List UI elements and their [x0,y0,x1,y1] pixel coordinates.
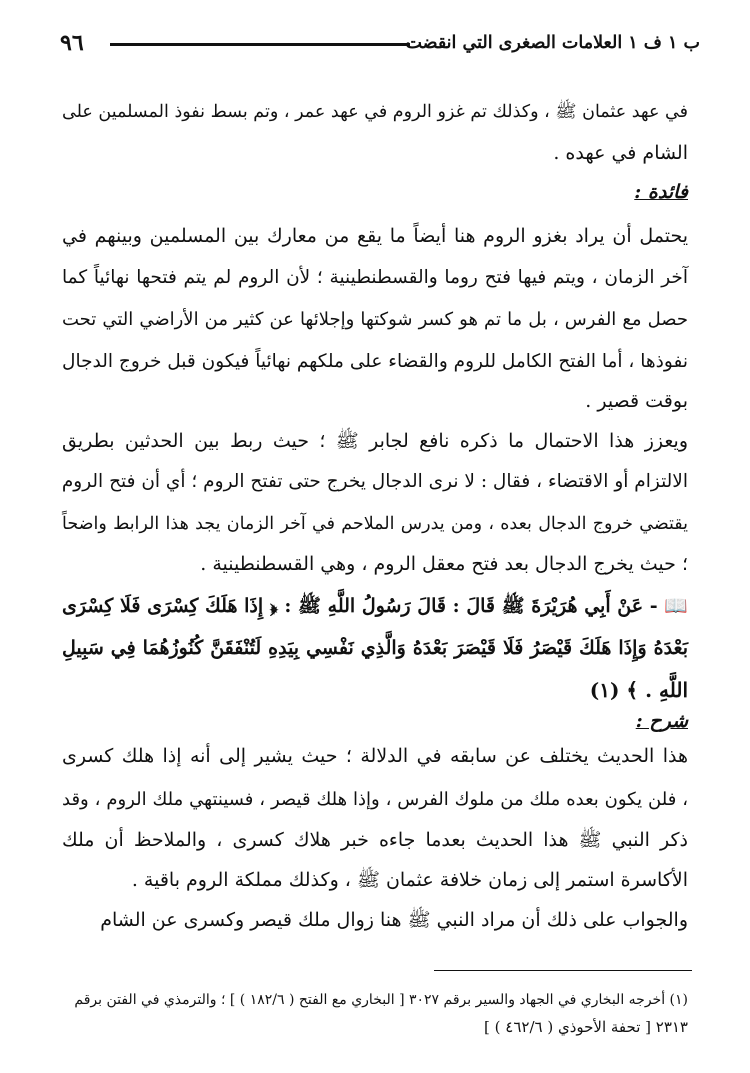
hadith-line: 📖 - عَنْ أَبِي هُرَيْرَةَ ﷺ قَالَ : قَالَ رَسُولُ اللَّهِ ﷺ : ﴿ إِذَا هَلَكَ كِسْرَى فَلَا كِسْرَى [62,595,688,617]
page-number: ٩٦ [60,30,84,56]
body-line: هذا الحديث يختلف عن سابقه في الدلالة ؛ حيث يشير إلى أنه إذا هلك كسرى [62,745,688,767]
body-line: والجواب على ذلك أن مراد النبي ﷺ هنا زوال ملك قيصر وكسرى عن الشام [100,909,688,931]
footnote-line: (١) أخرجه البخاري في الجهاد والسير برقم ٣٠٢٧ [ البخاري مع الفتح ( ١٨٢/٦ ) ] ؛ والترمذي في الفتن برقم [74,992,688,1008]
body-line: الشام في عهده . [553,142,688,164]
body-line: يحتمل أن يراد بغزو الروم هنا أيضاً ما يقع من معارك بين المسلمين وبينهم في [62,225,688,247]
body-line: ذكر النبي ﷺ هذا الحديث بعدما جاءه خبر هلاك كسرى ، والملاحظ أن ملك [62,829,688,851]
body-line: ؛ حيث يخرج الدجال بعد فتح معقل الروم ، وهي القسطنطينية . [200,553,688,575]
body-line: الأكاسرة استمر إلى زمان خلافة عثمان ﷺ ، وكذلك مملكة الروم باقية . [131,869,688,891]
body-line: آخر الزمان ، ويتم فيها فتح روما والقسطنطينية ؛ لأن الروم لم يتم فتحها نهائياً كما [62,267,688,288]
body-line: في عهد عثمان ﷺ ، وكذلك تم غزو الروم في عهد عمر ، وتم بسط نفوذ المسلمين على [62,102,688,122]
body-line: الالتزام أو الاقتضاء ، فقال : لا نرى الدجال يخرج حتى تفتح الروم ؛ أي أن فتح الروم [61,471,688,492]
section-heading-sharh: شرح : [635,710,688,732]
hadith-line: بَعْدَهُ وَإِذَا هَلَكَ قَيْصَرُ فَلَا قَيْصَرَ بَعْدَهُ وَالَّذِي نَفْسِي بِيَدِهِ لَتُنْفَقَنَّ كُنُوزُهُمَا فِي سَبِيلِ [62,637,688,659]
body-line: نفوذها ، أما الفتح الكامل للروم والقضاء على ملكهم نهائياً فيكون قبل خروج الدجال [62,351,688,372]
body-line: حصل مع الفرس ، بل ما تم هو كسر شوكتها وإجلائها عن كثير من الأراضي التي تحت [62,309,688,330]
footnote-rule [434,970,692,971]
footnote-line: ٢٣١٣ [ تحفة الأحوذي ( ٤٦٢/٦ ) ] [484,1018,688,1036]
body-line: ويعزز هذا الاحتمال ما ذكره نافع لجابر ﷺ ؛ حيث ربط بين الحدثين بطريق [62,430,688,452]
section-heading-faida: فائدة : [634,181,688,203]
body-line: بوقت قصير . [585,390,688,412]
body-line: ، فلن يكون بعده ملك من ملوك الفرس ، وإذا هلك قيصر ، فسينتهي ملك الروم ، وقد [62,789,688,810]
running-title: ب ١ ف ١ العلامات الصغرى التي انقضت [405,33,700,53]
page-header [60,28,700,58]
hadith-line: اللَّهِ . ﴾ (١) [589,678,688,702]
body-line: يقتضي خروج الدجال بعده ، ومن يدرس الملاحم في آخر الزمان يجد هذا الرابط واضحاً [62,514,688,534]
header-rule [110,43,410,46]
